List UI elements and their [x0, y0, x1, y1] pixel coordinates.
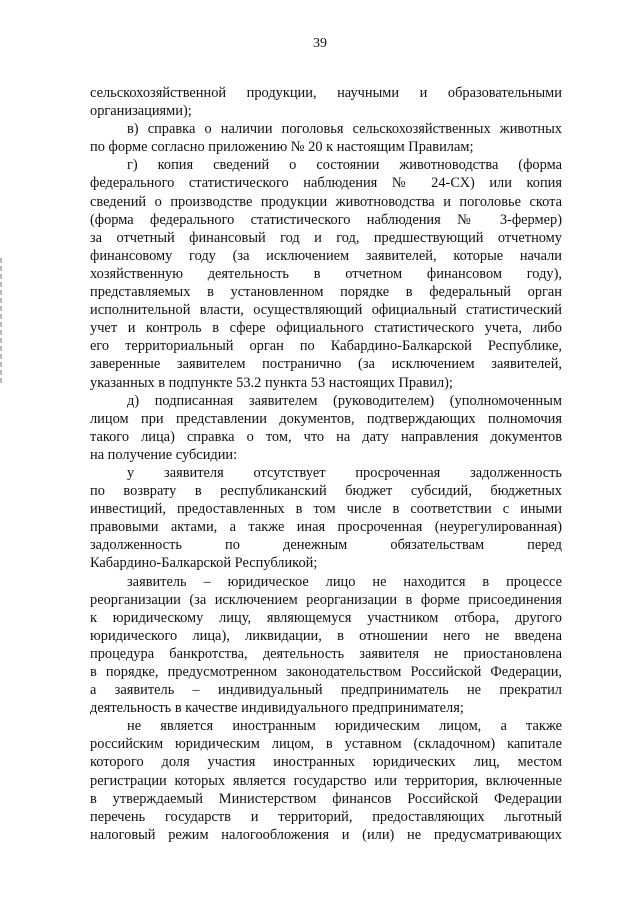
text-line: за отчетный финансовый год и год, предшествующий отчетному — [90, 229, 562, 246]
body-text — [90, 84, 562, 844]
text-line: правовыми актами, а также иная просроченная (неурегулированная) — [90, 519, 562, 536]
text-line: у заявителя отсутствует просроченная задолженность — [127, 464, 562, 481]
text-line: в порядке, предусмотренном законодательством Российской Федерации, — [90, 664, 562, 680]
text-line: регистрации которых является государство или территория, включенные — [90, 772, 562, 789]
text-line: заверенные заявителем постранично (за исключением заявителей, — [90, 356, 562, 373]
text-line: юридического лица), ликвидации, в отношении него не введена — [90, 627, 562, 644]
text-line: инвестиций, предоставленных в том числе в соответствии с иными — [90, 501, 562, 518]
text-line: процедура банкротства, деятельность заявителя не приостановлена — [90, 645, 562, 662]
text-line: по форме согласно приложению № 20 к настоящим Правилам; — [90, 139, 474, 156]
text-line: заявитель – юридическое лицо не находится в процессе — [127, 573, 562, 590]
text-line: Кабардино-Балкарской Республикой; — [90, 555, 318, 572]
text-line: г) копия сведений о состоянии животноводства (форма — [127, 157, 562, 174]
text-line: учет и контроль в сфере официального статистического учета, либо — [90, 320, 562, 337]
text-line: сведений о производстве продукции животноводства и поголовье скота — [90, 193, 562, 210]
page-number: 39 — [313, 36, 327, 51]
text-line: хозяйственную деятельность в отчетном финансовом году), — [90, 265, 562, 282]
text-line: сельскохозяйственной продукции, научными и образовательными — [90, 85, 562, 101]
text-line: федерального статистического наблюдения № 24-СХ) или копия — [90, 175, 562, 192]
text-line: лицом при представлении документов, подтверждающих полномочия — [90, 410, 562, 427]
text-line: перечень государств и территорий, предоставляющих льготный — [90, 808, 562, 825]
text-line: финансовому году (за исключением заявителей, которые начали — [90, 247, 562, 264]
text-line: к юридическому лицу, являющемуся участником отбора, другого — [90, 609, 562, 626]
text-line: по возврату в республиканский бюджет субсидий, бюджетных — [90, 483, 562, 500]
text-line: деятельность в качестве индивидуального предпринимателя; — [90, 700, 464, 717]
text-line: представляемых в установленном порядке в федеральный орган — [90, 284, 562, 301]
text-line: организациями); — [90, 103, 192, 120]
text-line: на получение субсидии: — [90, 446, 238, 463]
text-line: его территориальный орган по Кабардино-Балкарской Республике, — [90, 338, 562, 355]
scan-edge-marks — [0, 258, 3, 458]
text-line: реорганизации (за исключением реорганизации в форме присоединения — [90, 591, 562, 608]
text-line: в) справка о наличии поголовья сельскохозяйственных животных — [127, 121, 562, 138]
text-line: российским юридическим лицом, в уставном (складочном) капитале — [90, 736, 562, 753]
text-line: (форма федерального статистического наблюдения № 3-фермер) — [90, 211, 562, 228]
text-line: налоговый режим налогообложения и (или) не предусматривающих — [90, 826, 562, 843]
text-line: такого лица) справка о том, что на дату направления документов — [90, 428, 562, 445]
text-line: задолженность по денежным обязательствам перед — [90, 537, 562, 554]
text-line: которого доля участия иностранных юридических лиц, местом — [90, 754, 562, 771]
text-line: не является иностранным юридическим лицом, а также — [127, 718, 562, 735]
text-line: а заявитель – индивидуальный предприниматель не прекратил — [90, 682, 562, 699]
text-line: исполнительной власти, осуществляющий официальный статистический — [90, 302, 562, 319]
text-line: указанных в подпункте 53.2 пункта 53 настоящих Правил); — [90, 374, 453, 391]
text-line: в утверждаемый Министерством финансов Российской Федерации — [90, 790, 562, 807]
text-line: д) подписанная заявителем (руководителем) (уполномоченным — [127, 392, 562, 409]
